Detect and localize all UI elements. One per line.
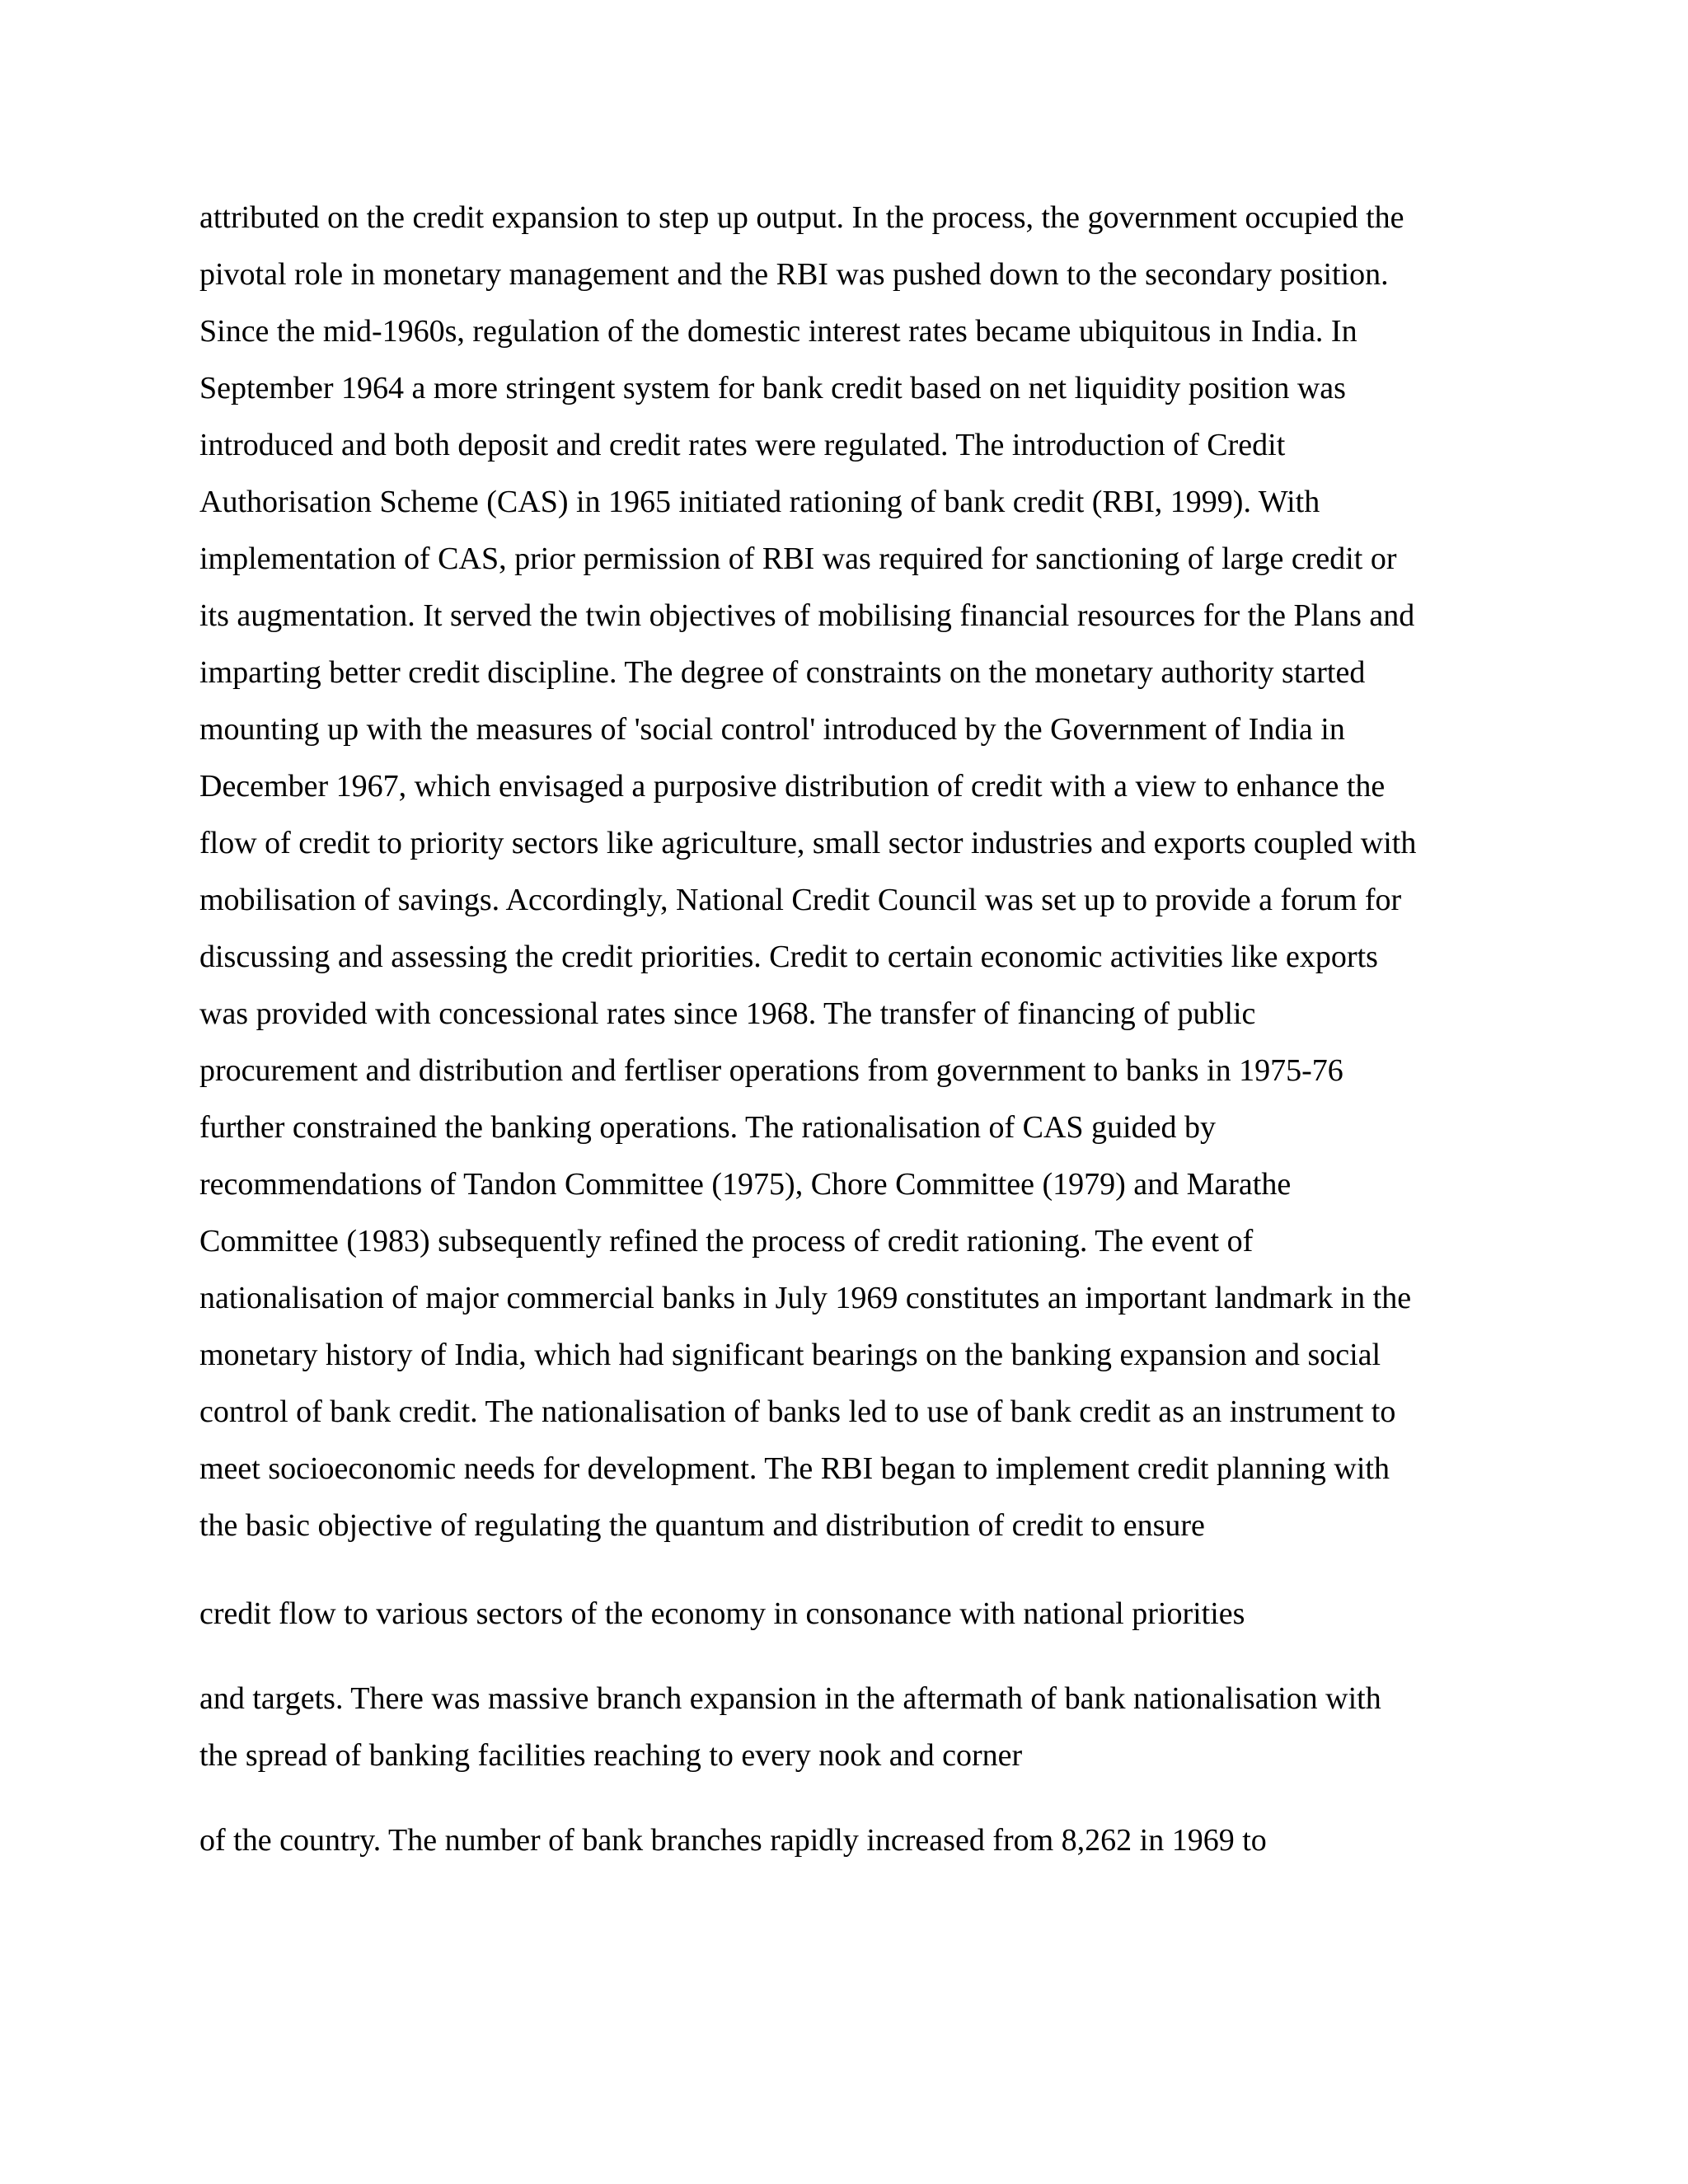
text-line: discussing and assessing the credit priorities. Credit to certain economic activities like exports	[199, 940, 1378, 974]
paragraph-2	[199, 1586, 1518, 1643]
text-line: flow of credit to priority sectors like agriculture, small sector industries and exports coupled with	[199, 826, 1417, 860]
text-line: control of bank credit. The nationalisation of banks led to use of bank credit as an instrument to	[199, 1394, 1396, 1429]
text-line: meet socioeconomic needs for development. The RBI began to implement credit planning with	[199, 1451, 1390, 1486]
text-line: its augmentation. It served the twin objectives of mobilising financial resources for the Plans and	[199, 598, 1415, 633]
text-line: imparting better credit discipline. The degree of constraints on the monetary authority started	[199, 655, 1366, 690]
text-line: the basic objective of regulating the quantum and distribution of credit to ensure	[199, 1508, 1205, 1543]
text-line: pivotal role in monetary management and the RBI was pushed down to the secondary position.	[199, 257, 1389, 292]
text-line: the spread of banking facilities reaching to every nook and corner	[199, 1738, 1023, 1773]
text-line: Authorisation Scheme (CAS) in 1965 initiated rationing of bank credit (RBI, 1999). With	[199, 485, 1320, 519]
text-line: nationalisation of major commercial banks in July 1969 constitutes an important landmark in the	[199, 1281, 1412, 1315]
text-line: mounting up with the measures of 'social control' introduced by the Government of India in	[199, 712, 1345, 747]
paragraph-3	[199, 1671, 1518, 1784]
text-line: procurement and distribution and fertliser operations from government to banks in 1975-76	[199, 1053, 1343, 1088]
text-line: September 1964 a more stringent system for bank credit based on net liquidity position was	[199, 371, 1346, 405]
text-line: of the country. The number of bank branches rapidly increased from 8,262 in 1969 to	[199, 1823, 1267, 1858]
text-line: mobilisation of savings. Accordingly, National Credit Council was set up to provide a forum for	[199, 883, 1402, 917]
text-line: further constrained the banking operations. The rationalisation of CAS guided by	[199, 1110, 1216, 1145]
text-line: was provided with concessional rates since 1968. The transfer of financing of public	[199, 996, 1256, 1031]
text-line: and targets. There was massive branch expansion in the aftermath of bank nationalisation with	[199, 1681, 1381, 1716]
text-line: Since the mid-1960s, regulation of the domestic interest rates became ubiquitous in India. In	[199, 314, 1357, 349]
text-line: introduced and both deposit and credit rates were regulated. The introduction of Credit	[199, 428, 1286, 462]
text-line: Committee (1983) subsequently refined the process of credit rationing. The event of	[199, 1224, 1254, 1258]
text-line: credit flow to various sectors of the economy in consonance with national priorities	[199, 1596, 1245, 1631]
paragraph-4	[199, 1812, 1518, 1869]
text-line: recommendations of Tandon Committee (1975), Chore Committee (1979) and Marathe	[199, 1167, 1292, 1202]
text-line: monetary history of India, which had significant bearings on the banking expansion and social	[199, 1338, 1381, 1372]
text-line: attributed on the credit expansion to step up output. In the process, the government occupied the	[199, 200, 1404, 235]
text-line: December 1967, which envisaged a purposive distribution of credit with a view to enhance the	[199, 769, 1386, 804]
paragraph-1	[199, 190, 1518, 1554]
text-line: implementation of CAS, prior permission of RBI was required for sanctioning of large credit or	[199, 541, 1397, 576]
